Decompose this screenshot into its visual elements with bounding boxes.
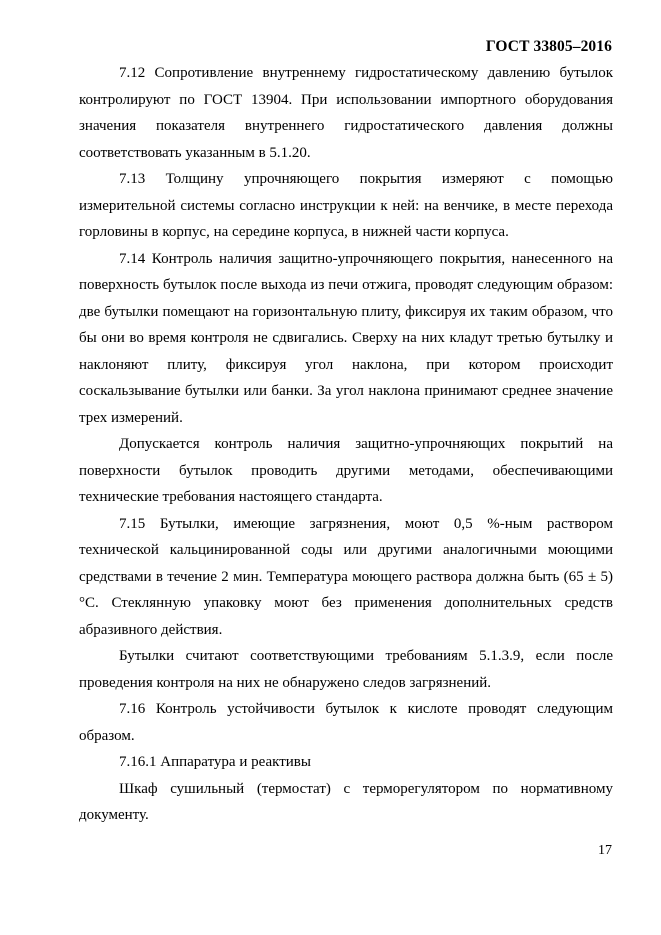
paragraph-7-16: 7.16 Контроль устойчивости бутылок к кислоте проводят следующим образом. — [79, 701, 613, 744]
paragraph-7-14: 7.14 Контроль наличия защитно-упрочняющего покрытия, нанесенного на поверхность бутылок после выхода из печи отжига, проводят следующим образом: две бутылки помещают на горизонтальную плиту, фиксируя их таким образом, что бы они во время контроля не сдвигались. Сверху на них кладут третью бутылку и наклоняют плиту, фиксируя угол наклона, при котором происходит соскальзывание бутылки или банки. За угол наклона принимают среднее значение трех измерений. — [79, 250, 613, 426]
paragraph-7-15: 7.15 Бутылки, имеющие загрязнения, моют 0,5 %-ным раствором технической кальцинированной соды или другими аналогичными моющими средствами в течение 2 мин. Температура моющего раствора должна быть (65 ± 5) °С. Стеклянную упаковку моют без применения дополнительных средств абразивного действия. — [79, 515, 613, 638]
paragraph-7-14-note: Допускается контроль наличия защитно-упрочняющих покрытий на поверхности бутылок проводить другими методами, обеспечивающими технические требования настоящего стандарта. — [79, 436, 613, 505]
document-body — [79, 60, 613, 829]
paragraph-7-15-note: Бутылки считают соответствующими требованиям 5.1.3.9, если после проведения контроля на них не обнаружено следов загрязнений. — [79, 648, 613, 691]
standard-header: ГОСТ 33805–2016 — [485, 38, 612, 55]
paragraph-7-16-1: 7.16.1 Аппаратура и реактивы — [119, 754, 311, 770]
paragraph-7-12: 7.12 Сопротивление внутреннему гидростатическому давлению бутылок контролируют по ГОСТ 13904. При использовании импортного оборудования значения показателя внутреннего гидростатического давления должны соответствовать указанным в 5.1.20. — [79, 65, 613, 161]
paragraph-drying-cabinet: Шкаф сушильный (термостат) с терморегулятором по нормативному документу. — [79, 780, 613, 823]
paragraph-7-13: 7.13 Толщину упрочняющего покрытия измеряют с помощью измерительной системы согласно инструкции к ней: на венчике, в месте перехода горловины в корпус, на середине корпуса, в нижней части корпуса. — [79, 171, 613, 240]
page-number: 17 — [598, 843, 612, 858]
